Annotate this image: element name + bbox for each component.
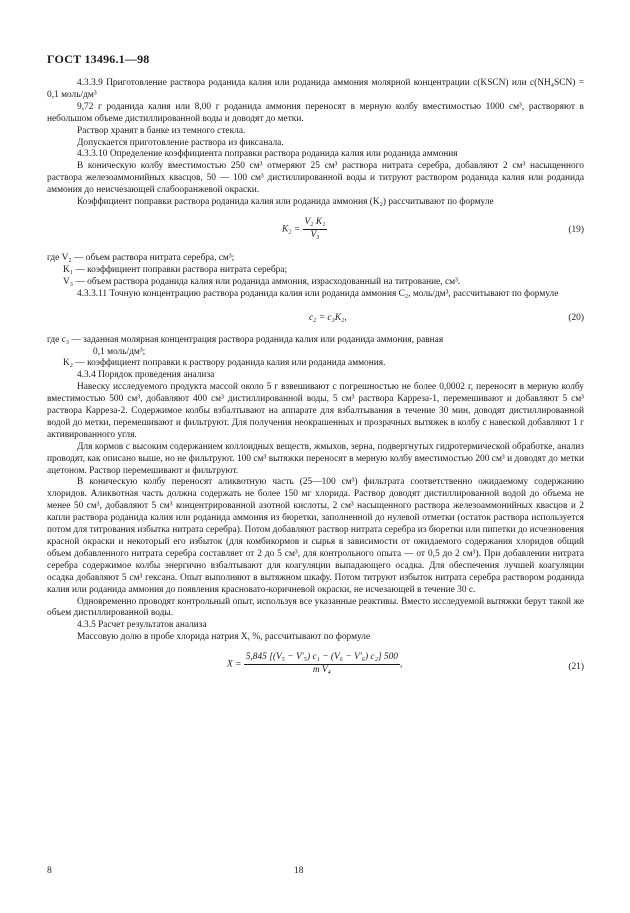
formula-21-numerator: 5,845 [(V₅ − V′₅) c₁ − (V₆ − V′₆) c₂] 500 [244, 652, 400, 665]
document-body [47, 78, 584, 690]
formula-21-tail: , [400, 659, 403, 670]
variable-definition: K₂ — коэффициент поправки к раствору роданида калия или роданида аммония. [63, 358, 386, 369]
formula-21-denominator: m V₄ [312, 665, 331, 676]
formula-19 [47, 217, 584, 247]
paragraph: 9,72 г роданида калия или 8,00 г роданида аммония переносят в мерную колбу вместимостью 1000 см³, растворяют в небольшом объеме дистиллированной воды и доводят до метки. [47, 101, 584, 124]
section-4-3-3-10-heading: 4.3.3.10 Определение коэффициента поправки раствора роданида калия или роданида аммония [77, 149, 458, 160]
paragraph: Допускается приготовление раствора из фиксанала. [77, 137, 284, 148]
formula-20-number: (20) [568, 312, 584, 323]
page-number-center: 18 [294, 866, 304, 876]
variable-definition: где c₃ — заданная молярная концентрация раствора роданида калия или роданида аммония, равная [47, 334, 444, 345]
formula-20-expression: c₂ = c₃K₂, [309, 312, 347, 323]
formula-20 [47, 309, 584, 329]
variable-definition: где V₂ — объем раствора нитрата серебра, см³; [47, 252, 235, 263]
page-number-left: 8 [47, 866, 52, 876]
paragraph: Навеску исследуемого продукта массой около 5 г взвешивают с погрешностью не более 0,0002 г, переносят в мерную колбу вместимостью 500 см³, добавляют 400 см³ дистиллированной воды, 5 см³ раствора Карреза-1, перемешивают и добавляют 5 см³ раствора Карреза-2. Содержимое колбы взбалтывают на аппарате для взбалтывания в течение 30 мин, доводят дистиллированной водой до метки, перемешивают и фильтруют. Для получения неокрашенных и прозрачных вытяжек в колбу с навеской добавляют 1 г активированного угля. [47, 382, 584, 440]
formula-21-lhs: X = [227, 659, 242, 670]
formula-21-fraction [244, 652, 403, 677]
document-header: ГОСТ 13496.1—98 [47, 52, 150, 66]
paragraph: Коэффициент поправки раствора роданида калия или роданида аммония (K₂) рассчитывают по формуле [77, 197, 494, 208]
section-4-3-3-9-heading: 4.3.3.9 Приготовление раствора роданида калия или роданида аммония молярной концентрации c(KSCN) или c(NH₄SCN) = 0,1 моль/дм³ [47, 78, 584, 100]
section-4-3-4-heading: 4.3.4 Порядок проведения анализа [77, 370, 215, 381]
paragraph: Раствор хранят в банке из темного стекла. [77, 125, 246, 136]
formula-19-numerator: V₂ K₁ [303, 217, 328, 230]
variable-definition-continued: 0,1 моль/дм³; [93, 346, 146, 357]
paragraph: Массовую долю в пробе хлорида натрия X, %, рассчитывают по формуле [77, 632, 371, 643]
paragraph: В коническую колбу вместимостью 250 см³ отмеряют 25 см³ раствора нитрата серебра, добавляют 2 см³ насыщенного раствора железоаммонийных квасцов, 50 — 100 см³ дистиллированной воды и титруют раствором роданида калия или роданида аммония до неисчезающей слабооранжевой окраски. [47, 161, 584, 196]
variable-definition: V₃ — объем раствора роданида калия или роданида аммония, израсходованный на титрование, см³. [63, 276, 461, 287]
paragraph: В коническую колбу переносят аликвотную часть (25—100 см³) фильтрата соответственно ожидаемому содержанию хлоридов. Аликвотная часть должна содержать не более 150 мг хлорида. Раствор доводят дистиллированной водой до объема не менее 50 см³, добавляют 5 см³ концентрированной азотной кислоты, 2 см³ насыщенного раствора железоаммонийных квасцов и 2 капли раствора роданида калия или роданида аммония из бюретки, заполненной до нулевой отметки (остаток раствора используется потом для титрования избытка нитрата серебра). Потом добавляют раствор нитрата серебра из бюретки или пипетки до исчезновения красной окраски и некоторый его избыток (для комбикормов и сырья в зависимости от ожидаемого содержания хлоридов общий объем добавленного нитрата серебра составляет от 2 до 5 см³, для контрольного опыта — от 0,5 до 2 см³). При добавлении нитрата серебра содержимое колбы энергично взбалтывают для коагуляции выпадающего осадка. Для обеспечения лучшей коагуляции осадка добавляют 5 см³ гексана. Опыт выполняют в вытяжном шкафу. Потом титруют избыток нитрата серебра раствором роданида калия или роданида аммония до появления красновато-коричневой окраски, не исчезающей в течение 30 с. [47, 477, 584, 595]
paragraph: Для кормов с высоким содержанием коллоидных веществ, жмыхов, зерна, подвергнутых гидротермической обработке, анализ проводят, как описано выше, но не фильтруют. 100 см³ вытяжки переносят в мерную колбу вместимостью 200 см³ и доводят до метки ацетоном. Раствор перемешивают и фильтруют. [47, 441, 584, 476]
formula-19-fraction [303, 217, 328, 242]
formula-21-number: (21) [568, 662, 584, 673]
variable-definition: K₁ — коэффициент поправки раствора нитрата серебра; [63, 264, 288, 275]
formula-19-lhs: K₂ = [282, 224, 301, 235]
section-4-3-5-heading: 4.3.5 Расчет результатов анализа [77, 620, 207, 631]
paragraph: Одновременно проводят контрольный опыт, используя все указанные реактивы. Вместо исследуемой вытяжки берут такой же объем дистиллированной воды. [47, 596, 584, 619]
section-4-3-3-11-heading: 4.3.3.11 Точную концентрацию раствора роданида калия или роданида аммония C₂, моль/дм³, рассчитывают по формуле [77, 288, 559, 299]
formula-19-number: (19) [568, 224, 584, 235]
formula-19-denominator: V₃ [310, 229, 320, 240]
formula-21 [47, 652, 584, 684]
